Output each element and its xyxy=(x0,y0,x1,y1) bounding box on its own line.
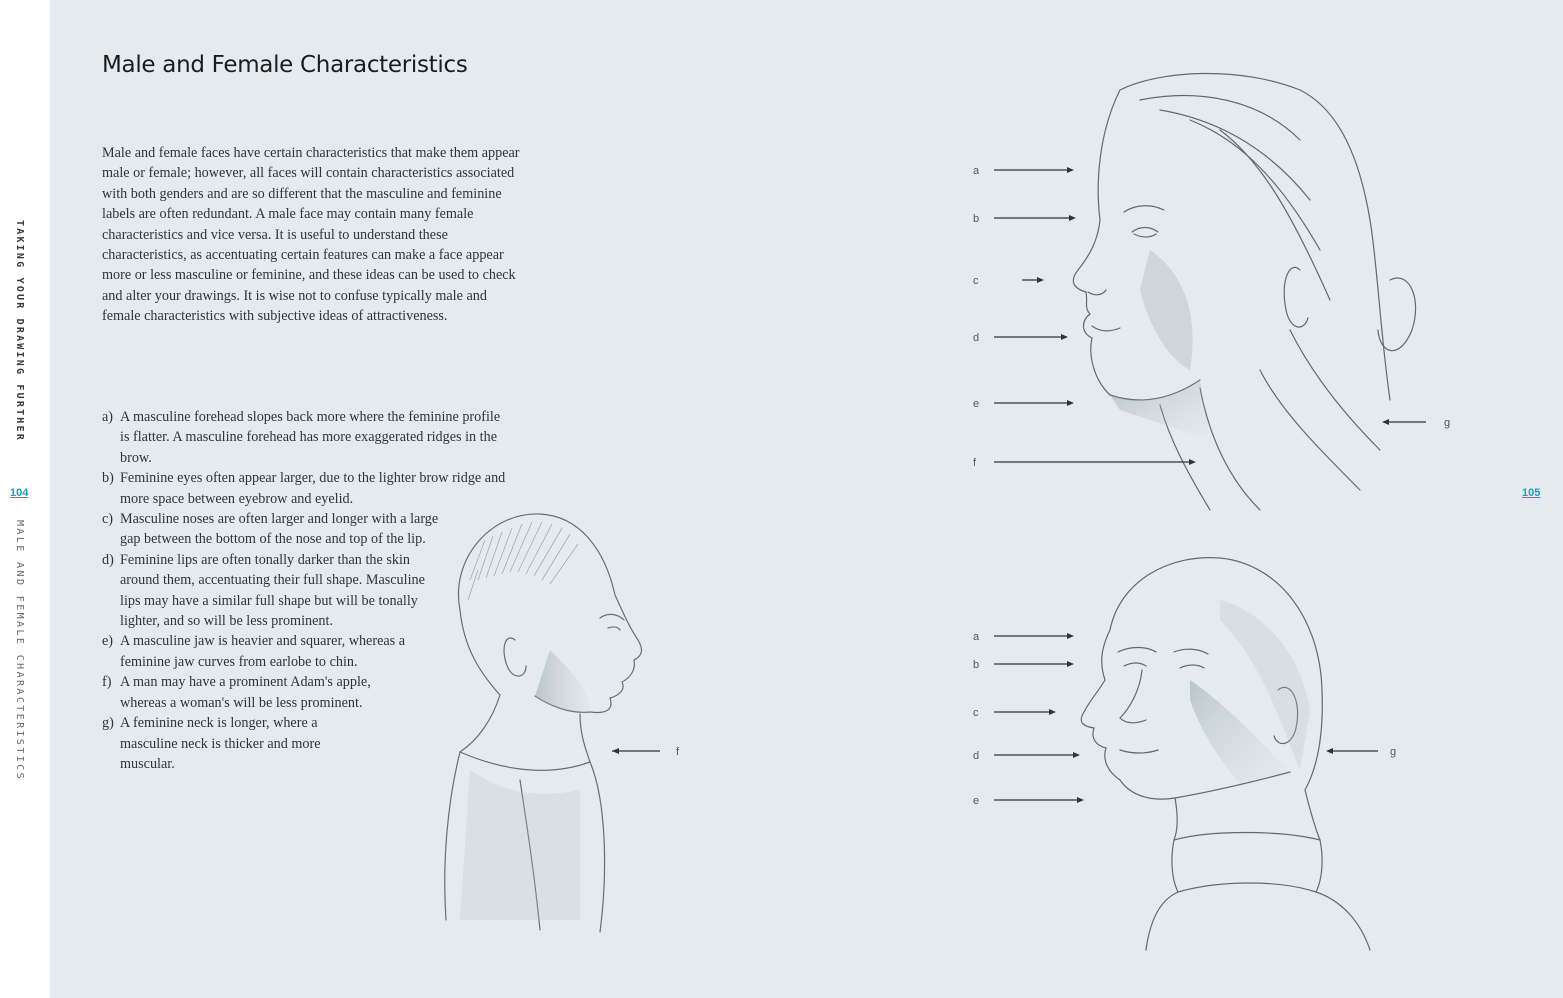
female-profile-sketch xyxy=(960,70,1460,520)
label-b: b xyxy=(973,213,980,225)
list-item: c) Masculine noses are often larger and longer with a large gap between the bottom of the nose and top of the lip. xyxy=(102,511,439,548)
list-item: e) A masculine jaw is heavier and squarer, whereas a feminine jaw curves from earlobe to chin. xyxy=(102,633,406,670)
list-item: a) A masculine forehead slopes back more where the feminine profile is flatter. A masculine forehead has more exaggerated ridges in the brow. xyxy=(102,409,501,466)
label-b: b xyxy=(973,659,980,671)
book-spine-margin xyxy=(0,0,50,998)
intro-paragraph: Male and female faces have certain characteristics that make them appear male or female; however, all faces will contain characteristics associated with both genders and are so different that the masculine and feminine labels are often redundant. A male face may contain many female characteristics and vice versa. It is useful to understand these characteristics, as accentuating certain features can make a face appear more or less masculine or feminine, and these ideas can be used to check and alter your drawings. It is wise not to confuse typically male and female characteristics with subjective ideas of attractiveness. xyxy=(102,145,520,325)
list-item: f) A man may have a prominent Adam's apple, whereas a woman's will be less prominent. xyxy=(102,674,371,711)
label-d: d xyxy=(973,750,980,762)
label-c: c xyxy=(973,275,979,287)
label-d: d xyxy=(973,332,980,344)
label-f: f xyxy=(973,457,977,469)
list-item: d) Feminine lips are often tonally darker than the skin around them, accentuating their full shape. Masculine lips may have a similar full shape but will be tonally lighter, and so will be less prominent. xyxy=(102,551,425,630)
running-head-chapter: TAKING YOUR DRAWING FURTHER xyxy=(14,220,25,442)
label-g: g xyxy=(1444,417,1451,429)
running-head-section: MALE AND FEMALE CHARACTERISTICS xyxy=(14,520,25,782)
page-title: Male and Female Characteristics xyxy=(102,52,468,78)
label-g: g xyxy=(1390,746,1397,758)
label-a: a xyxy=(973,631,980,643)
label-f: f xyxy=(676,746,680,758)
label-c: c xyxy=(973,707,979,719)
male-profile-sketch xyxy=(430,500,700,940)
male-three-quarter-sketch xyxy=(960,540,1440,960)
label-e: e xyxy=(973,795,980,807)
page-number-right: 105 xyxy=(1522,487,1541,499)
list-item: b) Feminine eyes often appear larger, due to the lighter brow ridge and more space between eyebrow and eyelid. xyxy=(102,470,506,507)
label-a: a xyxy=(973,165,980,177)
list-item: g) A feminine neck is longer, where a masculine neck is thicker and more muscular. xyxy=(102,715,321,772)
label-e: e xyxy=(973,398,980,410)
page-number-left: 104 xyxy=(10,487,29,499)
